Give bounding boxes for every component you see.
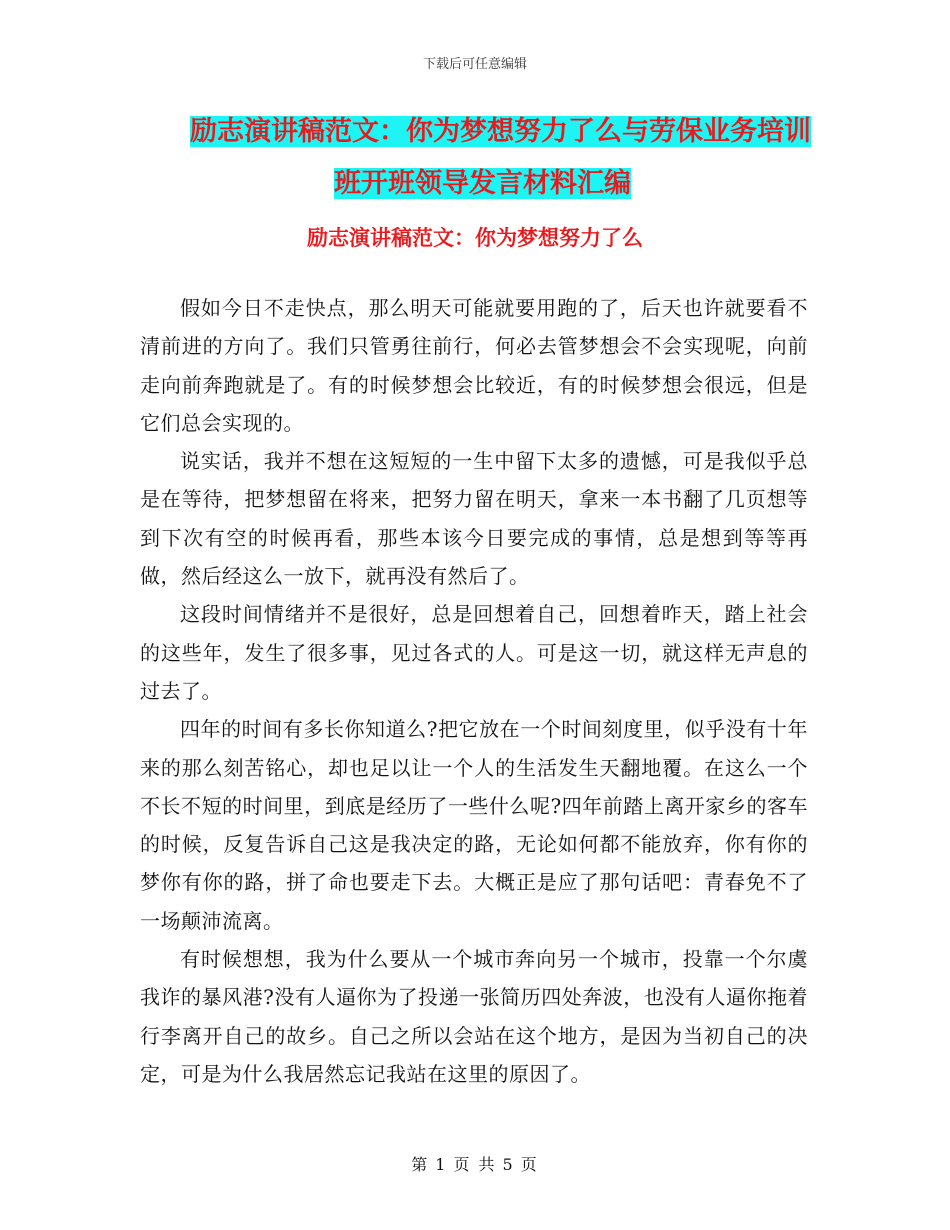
footer-total-pages: 5 [502,1155,515,1174]
footer-prefix: 第 [411,1155,430,1174]
document-title-line-2-text: 班开班领导发言材料汇编 [334,168,631,199]
page-footer [0,1152,950,1175]
document-title [190,106,810,210]
footer-suffix: 页 [520,1155,539,1174]
document-title-line-1-text: 励志演讲稿范文：你为梦想努力了么与劳保业务培训 [190,116,811,147]
paragraph: 说实话，我并不想在这短短的一生中留下太多的遗憾，可是我似乎总是在等待，把梦想留在将来，把努力留在明天，拿来一本书翻了几页想等到下次有空的时候再看，那些本该今日要完成的事情，总是想到等等再做，然后经这么一放下，就再没有然后了。 [140,449,808,589]
paragraph: 四年的时间有多长你知道么?把它放在一个时间刻度里，似乎没有十年来的那么刻苦铭心，却也足以让一个人的生活发生天翻地覆。在这么一个不长不短的时间里，到底是经历了一些什么呢?四年前踏上离开家乡的客车的时候，反复告诉自己这是我决定的路，无论如何都不能放弃，你有你的梦你有你的路，拼了命也要走下去。大概正是应了那句话吧：青春免不了一场颠沛流离。 [140,717,808,933]
paragraph: 有时候想想，我为什么要从一个城市奔向另一个城市，投靠一个尔虞我诈的暴风港?没有人逼你为了投递一张简历四处奔波，也没有人逼你拖着行李离开自己的故乡。自己之所以会站在这个地方，是因为当初自己的决定，可是为什么我居然忘记我站在这里的原因了。 [140,947,808,1086]
document-title-line-2 [190,158,810,210]
header-note: 下载后可任意编辑 [422,57,527,72]
footer-current-page: 1 [435,1155,448,1174]
footer-middle: 页 共 [453,1155,497,1174]
document-body [140,289,808,1093]
section-title: 励志演讲稿范文：你为梦想努力了么 [307,226,643,250]
paragraph: 这段时间情绪并不是很好，总是回想着自己，回想着昨天，踏上社会的这些年，发生了很多事，见过各式的人。可是这一切，就这样无声息的过去了。 [140,602,808,703]
document-title-line-1 [190,106,810,158]
paragraph: 假如今日不走快点，那么明天可能就要用跑的了，后天也许就要看不清前进的方向了。我们只管勇往前行，何必去管梦想会不会实现呢，向前走向前奔跑就是了。有的时候梦想会比较近，有的时候梦想会很远，但是它们总会实现的。 [140,296,808,435]
